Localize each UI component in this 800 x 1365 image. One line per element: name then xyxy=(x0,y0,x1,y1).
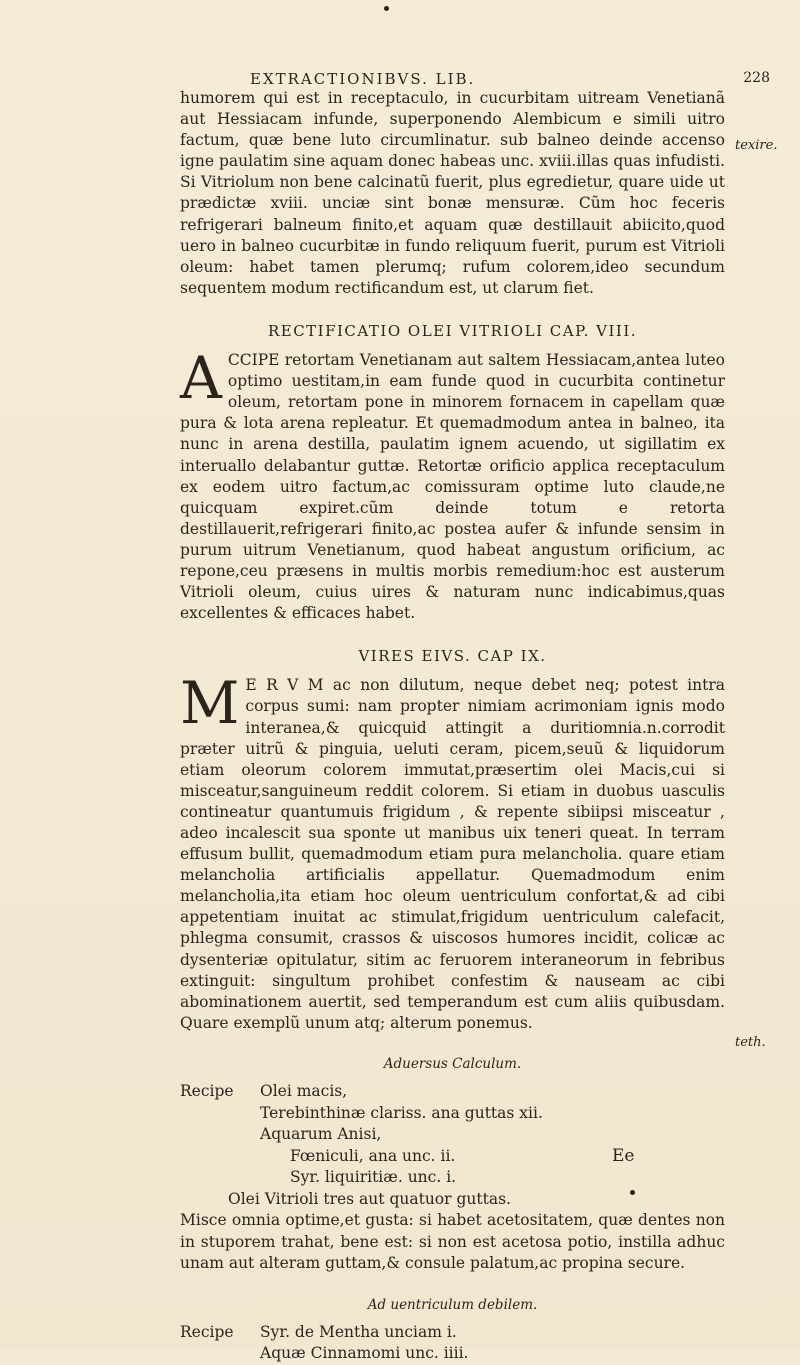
recipe-2-title: Ad uentriculum debilem. xyxy=(367,1296,538,1313)
running-title: EXTRACTIONIBVS. LIB. xyxy=(250,70,476,88)
recipe-2 xyxy=(180,1322,725,1365)
recipe-2-line: Aquæ Cinnamomi unc. iiii. xyxy=(260,1344,469,1363)
recipe-2-line: Syr. de Mentha unciam i. xyxy=(260,1322,457,1341)
recipe-1-label: Recipe xyxy=(180,1082,234,1101)
text-block xyxy=(180,88,725,1365)
dropcap-m: M xyxy=(180,669,240,738)
catchword: Ee xyxy=(612,1146,635,1166)
chapter-8-heading: RECTIFICATIO OLEI VITRIOLI CAP. VIII. xyxy=(267,321,638,340)
opening-paragraph: humorem qui est in receptaculo, in cucurbitam uitream Venetianã aut Hessiacam infunde, superponendo Alembicum e simili uitro factum, quæ bene luto circumlinatur. sub balneo deinde accenso igne paulatim sine aquam donec habeas unc. xviii.illas quas infudisti. Si Vitriolum non bene calcinatũ fuerit, plus egredietur, quare uide ut prædictæ xviii. unciæ sint bonæ mensuræ. Cũm hoc feceris refrigerari balneum finito,et aquam quæ destillauit abiicito,quod uero in balneo cucurbitæ in fundo reliquum fuerit, purum est Vitrioli oleum: habet tamen plerumq; rufum colorem,ideo secundum sequentem modum rectificandum est, ut clarum fiet. xyxy=(180,89,726,297)
recipe-1-instructions: Misce omnia optime,et gusta: si habet acetositatem, quæ dentes non in stuporem trahat, bene est: si non est acetosa potio, instilla adhuc unam aut alteram guttam,& consule palatum,ac propina secure. xyxy=(180,1211,725,1273)
ink-dot xyxy=(630,1190,635,1195)
margin-note-1: texire. xyxy=(735,138,778,153)
running-header xyxy=(250,70,770,88)
ink-dot xyxy=(384,6,389,11)
chapter-9-heading: VIRES EIVS. CAP IX. xyxy=(358,647,547,666)
recipe-1-line: Olei Vitrioli tres aut quatuor guttas. xyxy=(228,1189,511,1208)
page-number: 228 xyxy=(743,70,770,86)
chapter-9-text: E R V M ac non dilutum, neque debet neq; potest intra corpus sumi: nam propter nimiam acrimoniam ignis modo interanea,& quicquid attingit a duritiomnia.n.corrodit præter uitrũ & pinguia, ueluti ceram, picem,seuũ & liquidorum etiam oleorum colorem immutat,præsertim olei Macis,cui si misceatur,sanguineum reddit colorem. Si etiam in duobus uasculis contineatur quantumuis frigidum , & repente sibiipsi misceatur , adeo incalescit sua sponte ut manibus uix teneri queat. In terram effusum bullit, quemadmodum etiam pura melancholia. quare etiam melancholia artificialis appellatur. Quemadmodum enim melancholia,ita etiam hoc oleum uentriculum confortat,& ad cibi appetentiam inuitat ac stimulat,frigidum uentriculum calefacit, phlegma consumit, crassos & uiscosos humores incidit, colicæ ac dysenteriæ opitulatur, sitim ac feruorem interaneorum in febribus extinguit: singultum prohibet confestim & nauseam ac cibi abominationem auertit, sed temperandum est cum aliis quibusdam. Quare exemplũ unum atq; alterum ponemus. xyxy=(180,676,725,1032)
recipe-1-first-row xyxy=(180,1081,725,1103)
chapter-9-paragraph xyxy=(180,669,725,1034)
recipe-2-first-row xyxy=(180,1322,725,1344)
recipe-1-line: Syr. liquiritiæ. unc. i. xyxy=(290,1168,457,1187)
recipe-1-line: Terebinthinæ clariss. ana guttas xii. xyxy=(260,1103,543,1122)
recipe-1-line: Fœniculi, ana unc. ii. xyxy=(290,1146,456,1165)
recipe-2-label: Recipe xyxy=(180,1322,234,1341)
recipe-1-line: Olei macis, xyxy=(260,1082,348,1101)
chapter-8-text: CCIPE retortam Venetianam aut saltem Hessiacam,antea luteo optimo uestitam,in eam funde quod in cucurbita continetur oleum, retortam pone in minorem fornacem in capellam quæ pura & lota arena repleatur. Et quemadmodum antea in balneo, ita nunc in arena destilla, paulatim ignem acuendo, ut sigillatim ex interuallo delabantur guttæ. Retortæ orificio applica receptaculum ex eodem uitro factum,ac comissuram optime luto claude,ne quicquam expiret.cũm deinde totum e retorta destillauerit,refrigerari finito,ac postea aufer & infunde sensim in purum uitrum Venetianum, quod habeat angustum orificium, ac repone,ceu præsens in multis morbis remedium:hoc est austerum Vitrioli oleum, cuius uires & naturam nunc indicabimus,quas excellentes & efficaces habet. xyxy=(180,351,725,623)
margin-note-2: teth. xyxy=(735,1035,766,1050)
recipe-1-line: Aquarum Anisi, xyxy=(260,1125,382,1144)
recipe-1-title: Aduersus Calculum. xyxy=(383,1055,522,1072)
dropcap-a: A xyxy=(180,344,222,413)
chapter-8-paragraph xyxy=(180,344,725,624)
recipe-1 xyxy=(180,1081,725,1275)
